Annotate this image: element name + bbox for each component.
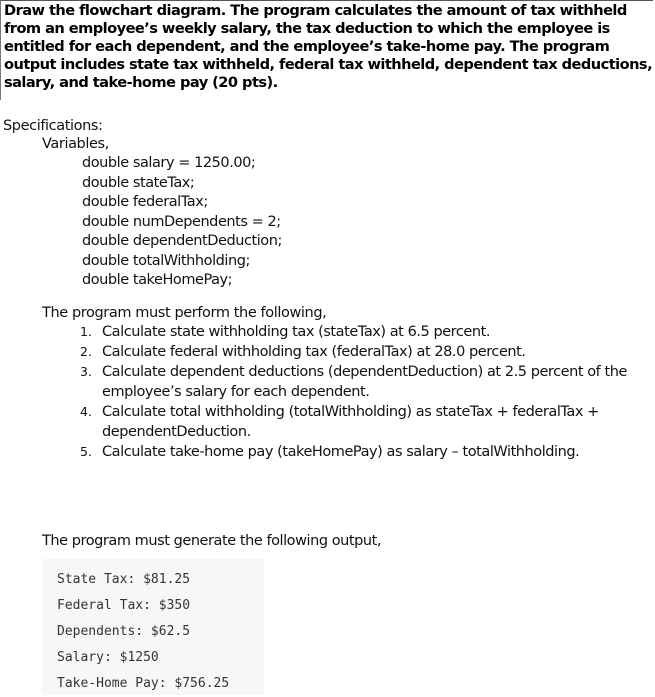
step-number: 3. (80, 364, 92, 379)
output-heading: The program must generate the following output, (42, 533, 382, 549)
variable-item: double numDependents = 2; (82, 213, 281, 230)
question-prompt: Draw the flowchart diagram. The program calculates the amount of tax withheld from an employee’s weekly salary, the tax deduction to which the employee is entitled for each dependent, and the employee’s take-home pay. The program output includes state tax withheld, federal tax withheld, dependent tax deductions, salary, and take-home pay (20 pts). (4, 2, 653, 91)
step-text: Calculate total withholding (totalWithholding) as stateTax + federalTax + dependentDeduction. (102, 404, 599, 440)
step-text: Calculate take-home pay (takeHomePay) as salary – totalWithholding. (102, 444, 580, 460)
variable-item: double dependentDeduction; (82, 233, 282, 249)
step-text: Calculate federal withholding tax (federalTax) at 28.0 percent. (102, 344, 526, 360)
step-item (80, 362, 640, 402)
output-lines (42, 559, 264, 697)
output-line: Salary: $1250 (57, 650, 159, 665)
variable-item: double federalTax; (82, 194, 208, 210)
step-item (80, 402, 640, 442)
variable-item: double totalWithholding; (82, 252, 250, 269)
variable-item: double salary = 1250.00; (82, 155, 256, 171)
step-number: 1. (80, 324, 92, 339)
output-line: Dependents: $62.5 (57, 624, 191, 639)
step-item (80, 442, 640, 462)
step-text: Calculate state withholding tax (stateTax) at 6.5 percent. (102, 324, 490, 340)
step-item (80, 342, 640, 362)
output-line: Federal Tax: $350 (57, 598, 191, 613)
step-number: 5. (80, 444, 92, 459)
output-line: Take-Home Pay: $756.25 (57, 676, 230, 691)
steps-list (80, 322, 640, 462)
variables-heading: Variables, (42, 136, 109, 152)
step-text: Calculate dependent deductions (dependentDeduction) at 2.5 percent of the employee’s salary for each dependent. (102, 364, 627, 400)
perform-heading: The program must perform the following, (42, 305, 327, 321)
output-line: State Tax: $81.25 (57, 572, 191, 587)
variable-item: double stateTax; (82, 174, 195, 191)
step-number: 4. (80, 404, 92, 419)
step-item (80, 322, 640, 342)
variable-item: double takeHomePay; (82, 272, 233, 288)
output-code-block (42, 559, 264, 695)
question-header (0, 0, 653, 100)
variables-list (82, 154, 282, 291)
step-number: 2. (80, 344, 92, 359)
specifications-heading: Specifications: (3, 118, 103, 134)
